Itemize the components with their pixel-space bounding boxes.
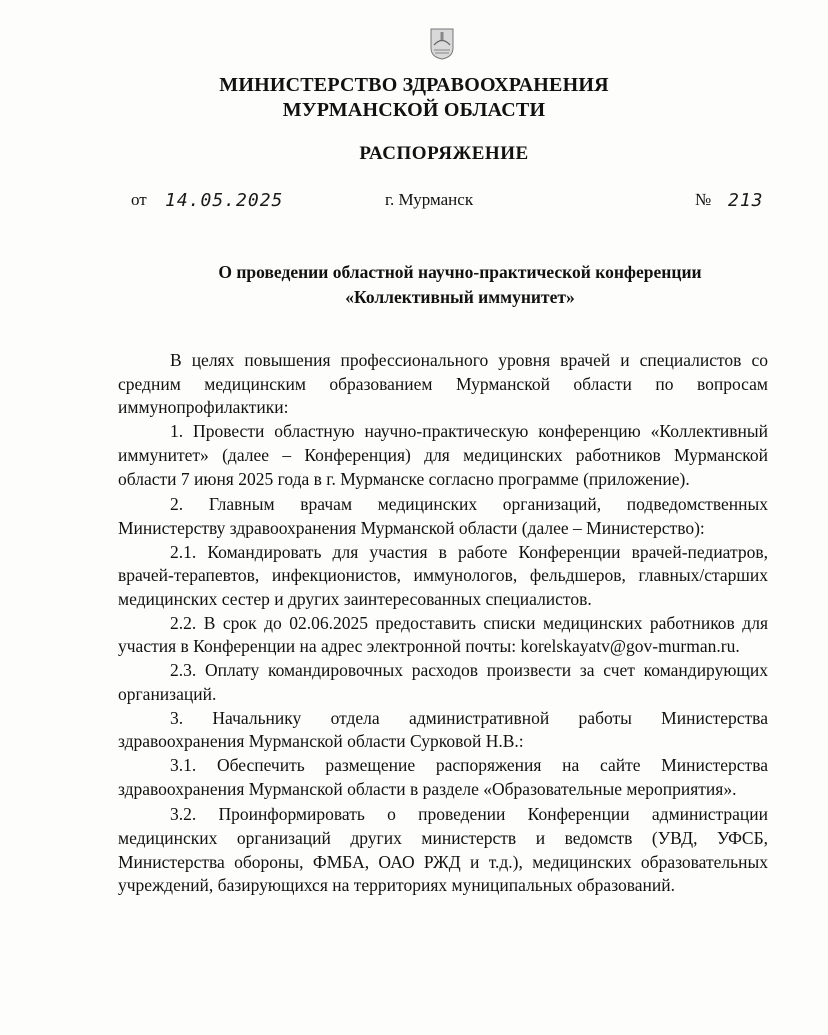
paragraph-2: 2. Главным врачам медицинских организаций, подведомственных Министерству здравоохранения Мурманской области (далее – Министерство): bbox=[118, 494, 768, 538]
paragraph-2-1: 2.1. Командировать для участия в работе Конференции врачей-педиатров, врачей-терапевтов, инфекционистов, иммунологов, фельдшеров, главных/старших медицинских сестер и других заинтересованных специалистов. bbox=[118, 541, 768, 610]
handwritten-date: 14.05.2025 bbox=[165, 190, 284, 211]
paragraph-2-2: 2.2. В срок до 02.06.2025 предоставить списки медицинских работников для участия в Конференции на адрес электронной почты: korelskayatv@gov-murman.ru. bbox=[118, 612, 768, 657]
paragraph-3-1: 3.1. Обеспечить размещение распоряжения на сайте Министерства здравоохранения Мурманской области в разделе «Образовательные мероприятия». bbox=[118, 754, 768, 799]
document-type: РАСПОРЯЖЕНИЕ bbox=[359, 143, 529, 164]
paragraph-3: 3. Начальнику отдела административной работы Министерства здравоохранения Мурманской области Сурковой Н.В.: bbox=[118, 707, 768, 752]
document-body bbox=[118, 349, 768, 898]
subject-line2: «Коллективный иммунитет» bbox=[345, 287, 575, 307]
handwritten-number: 213 bbox=[728, 190, 764, 211]
ministry-header bbox=[0, 73, 828, 123]
city-label: г. Мурманск bbox=[385, 190, 474, 209]
coat-of-arms-icon bbox=[430, 28, 454, 60]
number-prefix: № bbox=[695, 190, 712, 209]
document-subject bbox=[130, 260, 790, 310]
ministry-title-line2: МУРМАНСКОЙ ОБЛАСТИ bbox=[282, 99, 546, 121]
paragraph-3-2: 3.2. Проинформировать о проведении Конференции администрации медицинских организаций других министерств и ведомств (УВД, УФСБ, Министерства обороны, ФМБА, ОАО РЖД и т.д.), медицинских образовательных учреждений, базирующихся на территориях муниципальных образований. bbox=[118, 804, 768, 896]
paragraph-preamble: В целях повышения профессионального уровня врачей и специалистов со средним медицинским образованием Мурманской области по вопросам иммунопрофилактики: bbox=[118, 350, 768, 418]
paragraph-1: 1. Провести областную научно-практическую конференцию «Коллективный иммунитет» (далее – Конференция) для медицинских работников Мурманской области 7 июня 2025 года в г. Мурманске согласно программе (приложение). bbox=[118, 421, 768, 489]
paragraph-2-3: 2.3. Оплату командировочных расходов произвести за счет командирующих организаций. bbox=[118, 660, 768, 704]
date-prefix: от bbox=[131, 190, 147, 209]
ministry-title-line1: МИНИСТЕРСТВО ЗДРАВООХРАНЕНИЯ bbox=[219, 74, 609, 96]
subject-line1: О проведении областной научно-практической конференции bbox=[218, 262, 702, 282]
